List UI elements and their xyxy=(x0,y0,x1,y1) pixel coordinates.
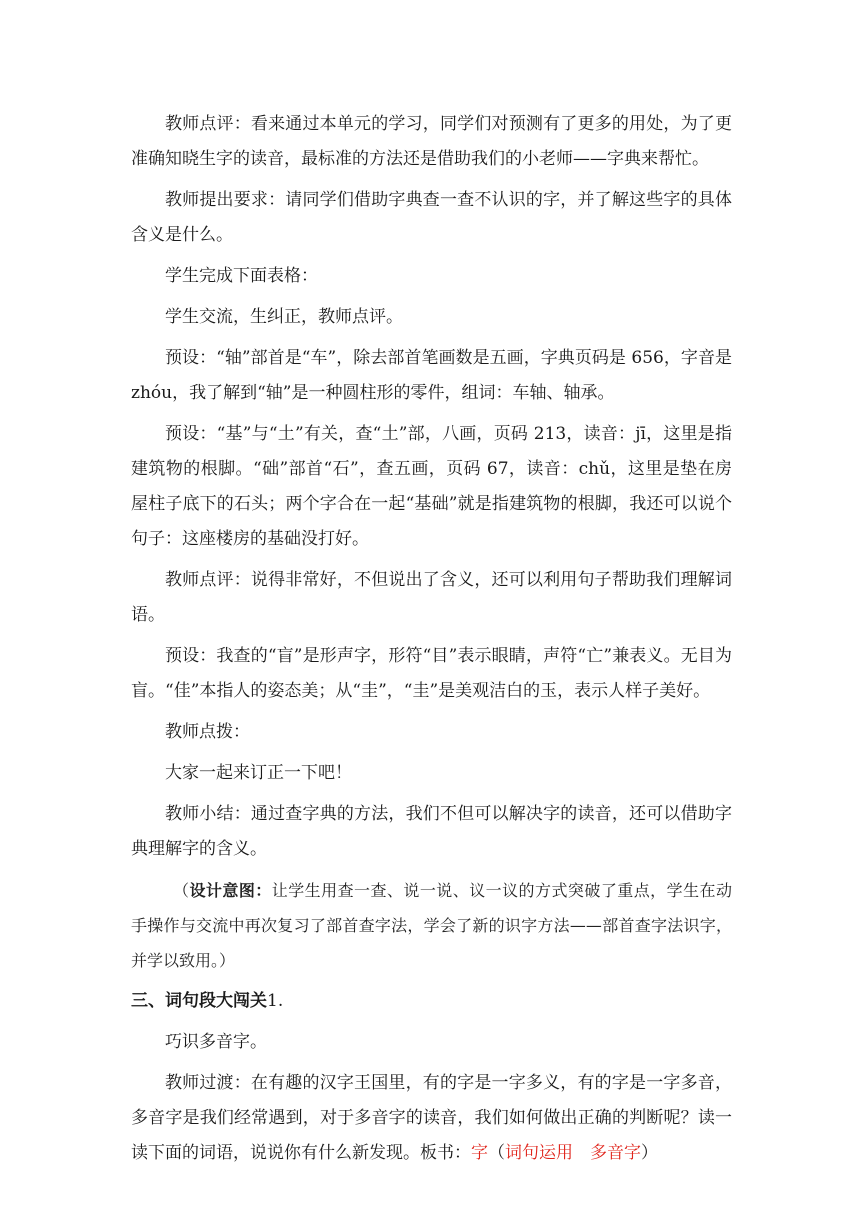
paragraph-student-table: 学生完成下面表格： xyxy=(165,266,318,286)
paragraph-preset-mang: 预设：我查的“盲”是形声字，形符“目”表示眼睛，声符“亡”兼表义。无目为盲。“佳”本指人的姿态美；从“圭”，“圭”是美观洁白的玉，表示人样子美好。 xyxy=(131,646,732,701)
board-close: ） xyxy=(641,1143,658,1163)
paragraph-teacher-guide: 教师点拨： xyxy=(165,722,250,742)
paragraph-correct-together: 大家一起来订正一下吧！ xyxy=(165,763,352,783)
paragraph-teacher-comment-2: 教师点评：说得非常好，不但说出了含义，还可以利用句子帮助我们理解词语。 xyxy=(131,570,732,625)
transition-text: 教师过渡：在有趣的汉字王国里，有的字是一字多义，有的字是一字多音，多音字是我们经常遇到，对于多音字的读音，我们如何做出正确的判断呢？读一读下面的词语，说说你有什么新发现。板书： xyxy=(131,1073,732,1163)
paragraph-teacher-requirement: 教师提出要求：请同学们借助字典查一查不认识的字，并了解这些字的具体含义是什么。 xyxy=(131,190,732,245)
design-intent-open: （ xyxy=(173,881,190,900)
board-items: 词句运用 多音字 xyxy=(505,1143,641,1163)
section-heading-title: 三、词句段大闯关 xyxy=(131,991,267,1011)
paragraph-teacher-summary: 教师小结：通过查字典的方法，我们不但可以解决字的读音，还可以借助字典理解字的含义。 xyxy=(131,804,732,859)
paragraph-student-exchange: 学生交流，生纠正，教师点评。 xyxy=(165,307,403,327)
paragraph-teacher-comment-1: 教师点评：看来通过本单元的学习，同学们对预测有了更多的用处，为了更准确知晓生字的读音，最标准的方法还是借助我们的小老师——字典来帮忙。 xyxy=(131,114,732,169)
design-intent-note xyxy=(131,873,732,978)
design-intent-label: 设计意图： xyxy=(189,881,272,900)
paragraph-teacher-transition xyxy=(131,1066,732,1171)
section-heading xyxy=(131,984,732,1019)
design-intent-text: 让学生用查一查、说一说、议一议的方式突破了重点，学生在动手操作与交流中再次复习了部首查字法，学会了新的识字方法——部首查字法识字，并学以致用。） xyxy=(131,881,732,970)
board-open: （ xyxy=(488,1143,505,1163)
paragraph-polyphone-title: 巧识多音字。 xyxy=(165,1032,267,1052)
board-char: 字 xyxy=(471,1143,488,1163)
paragraph-preset-jichu: 预设：“基”与“土”有关，查“土”部，八画，页码 213，读音：jī，这里是指建筑物的根脚。“础”部首“石”，查五画，页码 67，读音：chǔ，这里是垫在房屋柱子底下的石头；两个字合在一起“基础”就是指建筑物的根脚，我还可以说个句子：这座楼房的基础没打好。 xyxy=(131,424,732,549)
section-heading-number: 1. xyxy=(267,991,284,1011)
paragraph-preset-zhou: 预设：“轴”部首是“车”，除去部首笔画数是五画，字典页码是 656，字音是 zhóu，我了解到“轴”是一种圆柱形的零件，组词：车轴、轴承。 xyxy=(131,348,732,403)
